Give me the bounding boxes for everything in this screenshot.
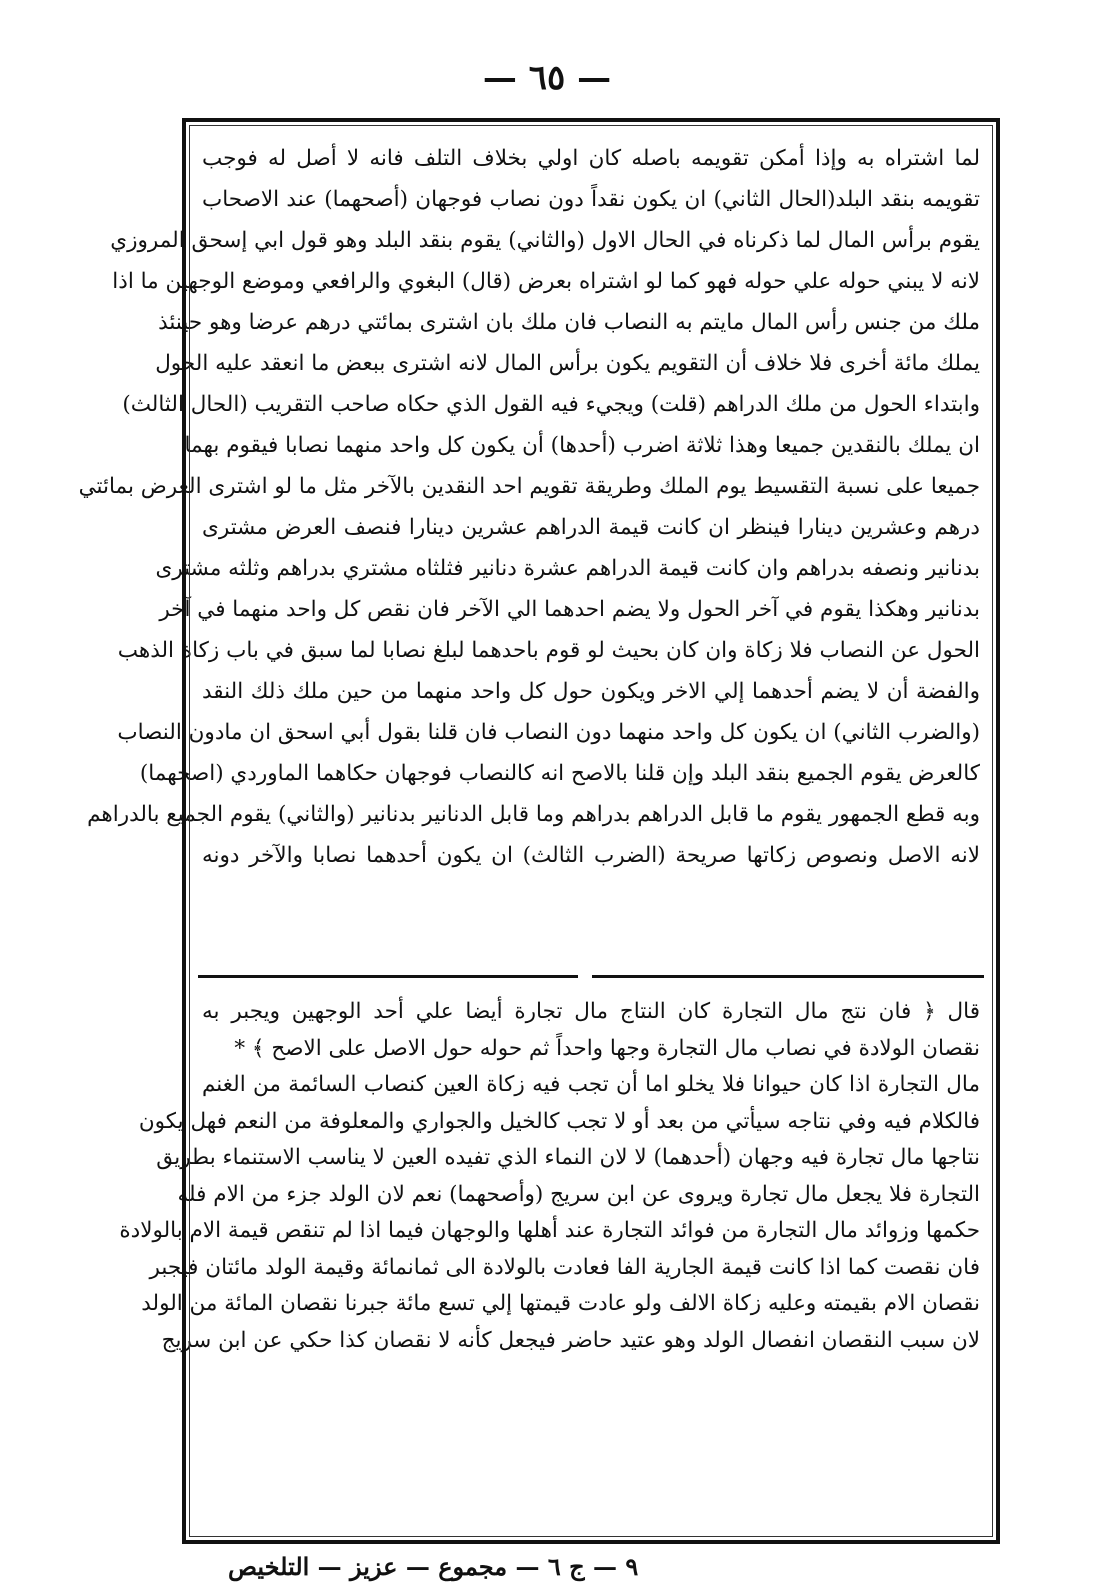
main-text-line: تقويمه بنقد البلد(الحال الثاني) ان يكون نقداً دون نصاب فوجهان (أصحهما) عند الاصحاب bbox=[202, 187, 980, 212]
main-text-line: ملك من جنس رأس المال مايتم به النصاب فان ملك بان اشترى بمائتي درهم عرضا وهو حينئذ bbox=[158, 310, 980, 335]
commentary-line: التجارة فلا يجعل مال تجارة ويروى عن ابن سريج (وأصحهما) نعم لان الولد جزء من الام فله bbox=[177, 1181, 980, 1207]
commentary-line: قال ﴿ فان نتج مال التجارة كان النتاج مال تجارة أيضا علي أحد الوجهين ويجبر به bbox=[202, 999, 980, 1024]
main-text-line: (والضرب الثاني) ان يكون كل واحد منهما دون النصاب فان قلنا بقول أبي اسحق ان مادون النصاب bbox=[117, 720, 980, 745]
main-text-block bbox=[78, 138, 980, 876]
commentary-block bbox=[119, 994, 980, 1359]
main-text-line: لانه لا يبني حوله علي حوله فهو كما لو اشتراه بعرض (قال) البغوي والرافعي وموضع الوجهين ما اذا bbox=[112, 269, 980, 294]
commentary-line: لان سبب النقصان انفصال الولد وهو عتيد حاضر فيجعل كأنه لا نقصان كذا حكي عن ابن سريج bbox=[161, 1327, 980, 1353]
commentary-line: مال التجارة اذا كان حيوانا فلا يخلو اما أن تجب فيه زكاة العين كنصاب السائمة من الغنم bbox=[202, 1072, 980, 1097]
commentary-line: نتاجها مال تجارة فيه وجهان (أحدهما) لا لان النماء الذي تفيده العين لا يناسب الاستنماء بطريق bbox=[156, 1145, 980, 1170]
main-text-line: بدنانير ونصفه بدراهم وان كانت قيمة الدراهم عشرة دنانير فثلثاه مشتري بدراهم وثلثه مشترى bbox=[155, 556, 980, 581]
main-text-line: وبه قطع الجمهور يقوم ما قابل الدراهم بدراهم وما قابل الدنانير بدنانير (والثاني) يقوم الجميع بالدراهم bbox=[87, 802, 980, 827]
main-text-line: يملك مائة أخرى فلا خلاف أن التقويم يكون برأس المال لانه اشترى ببعض ما انعقد عليه الحول bbox=[155, 351, 980, 376]
main-text-line: ان يملك بالنقدين جميعا وهذا ثلاثة اضرب (أحدها) أن يكون كل واحد منهما نصابا فيقوم بهما bbox=[184, 433, 980, 458]
footer-signature: ٩ — ج ٦ — مجموع — عزيز — التلخيص bbox=[228, 1552, 639, 1581]
main-text-line: بدنانير وهكذا يقوم في آخر الحول ولا يضم احدهما الي الآخر فان نقص كل واحد منهما في آخر bbox=[159, 597, 980, 622]
main-text-line: والفضة أن لا يضم أحدهما إلي الاخر ويكون حول كل واحد منهما من حين ملك ذلك النقد bbox=[202, 679, 980, 704]
page-number: — ٦٥ — bbox=[482, 58, 612, 98]
main-text-line: الحول عن النصاب فلا زكاة وان كان بحيث لو قوم باحدهما لبلغ نصابا لما سبق في باب زكاة الذهب bbox=[117, 638, 980, 663]
section-divider-gap bbox=[578, 972, 592, 980]
main-text-line: كالعرض يقوم الجميع بنقد البلد وإن قلنا بالاصح انه كالنصاب فوجهان حكاهما الماوردي (اصحهما) bbox=[139, 761, 980, 786]
main-text-line: درهم وعشرين دينارا فينظر ان كانت قيمة الدراهم عشرين دينارا فنصف العرض مشترى bbox=[202, 515, 980, 540]
main-text-line: لانه الاصل ونصوص زكاتها صريحة (الضرب الثالث) ان يكون أحدهما نصابا والآخر دونه bbox=[202, 843, 980, 868]
commentary-line: نقصان الام بقيمته وعليه زكاة الالف ولو عادت قيمتها إلي تسع مائة جبرنا نقصان المائة من الولد bbox=[141, 1291, 980, 1316]
page-frame bbox=[78, 118, 1000, 1544]
main-text-line: جميعا على نسبة التقسيط يوم الملك وطريقة تقويم احد النقدين بالآخر مثل ما لو اشترى العرض بمائتي bbox=[78, 474, 980, 499]
commentary-line: حكمها وزوائد مال التجارة من فوائد التجارة عند أهلها والوجهان فيما اذا لم تنقص قيمة الام بالولادة bbox=[119, 1218, 980, 1243]
commentary-line: نقصان الولادة في نصاب مال التجارة وجها واحداً ثم حوله حول الاصل على الاصح ﴾ * bbox=[234, 1035, 980, 1061]
main-text-line: يقوم برأس المال لما ذكرناه في الحال الاول (والثاني) يقوم بنقد البلد وهو قول ابي إسحق المروزي bbox=[110, 228, 980, 253]
commentary-line: فالكلام فيه وفي نتاجه سيأتي من بعد أو لا تجب كالخيل والجواري والمعلوفة من النعم فهل يكون bbox=[138, 1108, 980, 1134]
main-text-line: وابتداء الحول من ملك الدراهم (قلت) ويجيء فيه القول الذي حكاه صاحب التقريب (الحال الثالث) bbox=[122, 392, 980, 417]
commentary-line: فان نقصت كما اذا كانت قيمة الجارية الفا فعادت بالولادة الى ثمانمائة وقيمة الولد مائتان فيجبر bbox=[149, 1254, 980, 1280]
section-divider bbox=[198, 975, 984, 978]
main-text-line: لما اشتراه به وإذا أمكن تقويمه باصله كان اولي بخلاف التلف فانه لا أصل له فوجب bbox=[202, 146, 980, 171]
